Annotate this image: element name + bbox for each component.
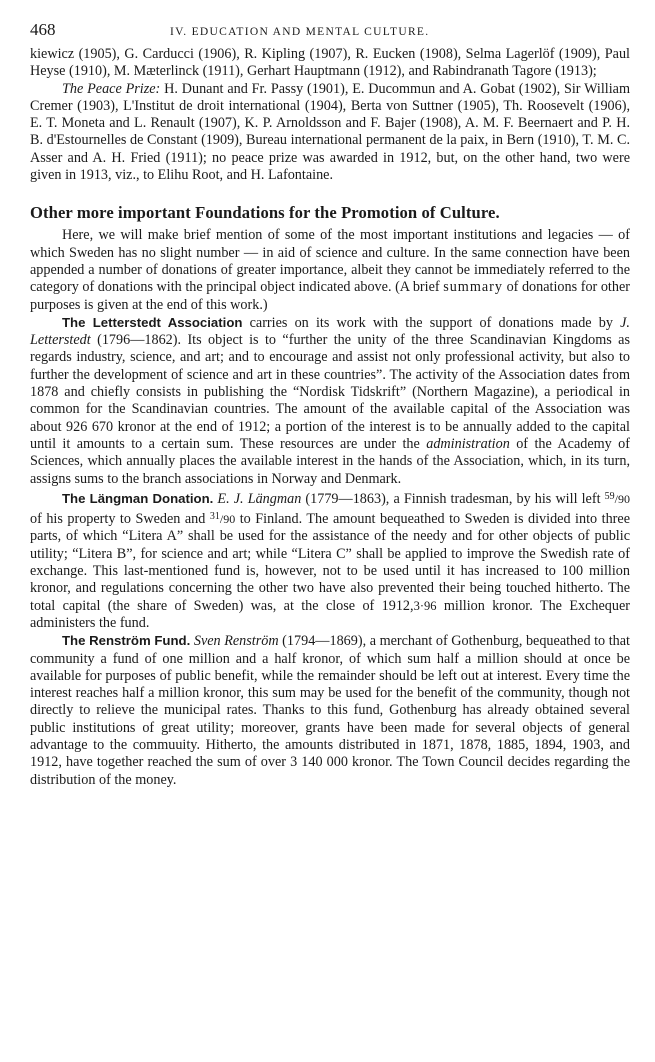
renstrom-paragraph: The Renström Fund. Sven Renström (1794—1869), a merchant of Gothenburg, bequeathed to that community a fund of one million and a half kronor, of which sum half a million should at once be available for purposes of public benefit, while the remainder should be left out at interest. Every time the interest reaches half a million kronor, this sum may be used for the benefit of the community, though not directly to relieve the municipal rates. Thanks to this fund, Gothenburg has already obtained several public institutions of great utility; moreover, grants have been made for several objects of general advantage to the commuuity. Hitherto, the amounts distributed in 1871, 1878, 1885, 1894, 1903, and 1912, have together reached the sum of over 3 140 000 kronor. The Town Council decides regarding the distribution of the money. — [30, 633, 631, 788]
section-title: Other more important Foundations for the Promotion of Culture. — [30, 203, 500, 223]
renstrom-heading: The Renström Fund. — [62, 633, 191, 649]
page-number: 468 — [30, 20, 56, 39]
running-head: IV. EDUCATION AND MENTAL CULTURE. — [170, 26, 430, 38]
langman-paragraph: The Längman Donation. E. J. Längman (1779—1863), a Finnish tradesman, by his will left $^{59}$/90 of his property to Sweden and $^{31}$/90 to Finland. The amount bequeathed to Sweden is divided into three parts, of which “Litera A” shall be used for the assistance of the needy and for other objects of public utility; “Litera B”, for science and art; while “Litera C” shall be applied to improve the Swedish rate of exchange. This last-mentioned fund is, however, not to be used until it has increased to 100 million kronor, and regulations concerning the other two have also prevented their being touched hitherto. The total capital (the share of Sweden) was, at the close of 1912,3·96 million kronor. The Exchequer administers the fund. — [30, 490, 630, 631]
section-intro-paragraph: Here, we will make brief mention of some of the most important institutions and legacies — of which Sweden has no slight number — in aid of science and culture. In the same connection have been appended a number of donations of greater importance, albeit they cannot be immediately referred to the category of donations with the principal object indicated above. (A brief summary of donations for other purposes is given at the end of this work.) — [30, 227, 630, 313]
peace-prize-paragraph: The Peace Prize: H. Dunant and Fr. Passy (1901), E. Ducommun and A. Gobat (1902), Sir William Cremer (1903), L'Institut de droit international (1904), Berta von Suttner (1905), Th. Roosevelt (1906), E. T. Moneta and L. Renault (1907), K. P. Arnoldsson and F. Bajer (1908), A. M. F. Beernaert and P. H. B. d'Estournelles de Constant (1909), Bureau international permanent de la paix, in Bern (1910), T. M. C. Asser and A. H. Fried (1911); no peace prize was awarded in 1912, but, on the other hand, two were given in 1913, viz., to Elihu Root, and H. Lafontaine. — [30, 80, 631, 184]
letterstedt-heading: The Letterstedt Association — [62, 314, 243, 330]
spaced-word: summary — [443, 279, 503, 296]
document-page — [30, 20, 630, 789]
page-header — [30, 20, 630, 46]
letterstedt-paragraph: The Letterstedt Association carries on its work with the support of donations made by J. Letterstedt (1796—1862). Its object is to “further the unity of the three Scandinavian Kingdoms as regards industry, science, and art; and to encourage and assist not only professional activity, but also to further the development of science and art in these countries”. The activity of the Association dates from 1878 and chiefly consists in publishing the “Nordisk Tidskrift” (Northern Magazine), a periodical in common for the Scandinavian countries. The amount of the available capital of the Association was about 926 670 kronor at the end of 1912; a portion of the interest is to be annually added to the capital until it amounts to a certain sum. These resources are under the administration of the Academy of Sciences, which annually places the available interest in the hands of the Association, which, in its turn, assigns sums to the branch associations in Norway and Denmark. — [30, 314, 631, 487]
nobel-literature-continuation: kiewicz (1905), G. Carducci (1906), R. Kipling (1907), R. Eucken (1908), Selma Lagerlöf (1909), Paul Heyse (1910), M. Mæterlinck (1911), Gerhart Hauptmann (1912), and Rabindranath Tagore (1913); — [30, 46, 630, 80]
peace-prize-label: The Peace Prize: — [62, 80, 161, 97]
langman-heading: The Längman Donation. — [62, 490, 214, 506]
